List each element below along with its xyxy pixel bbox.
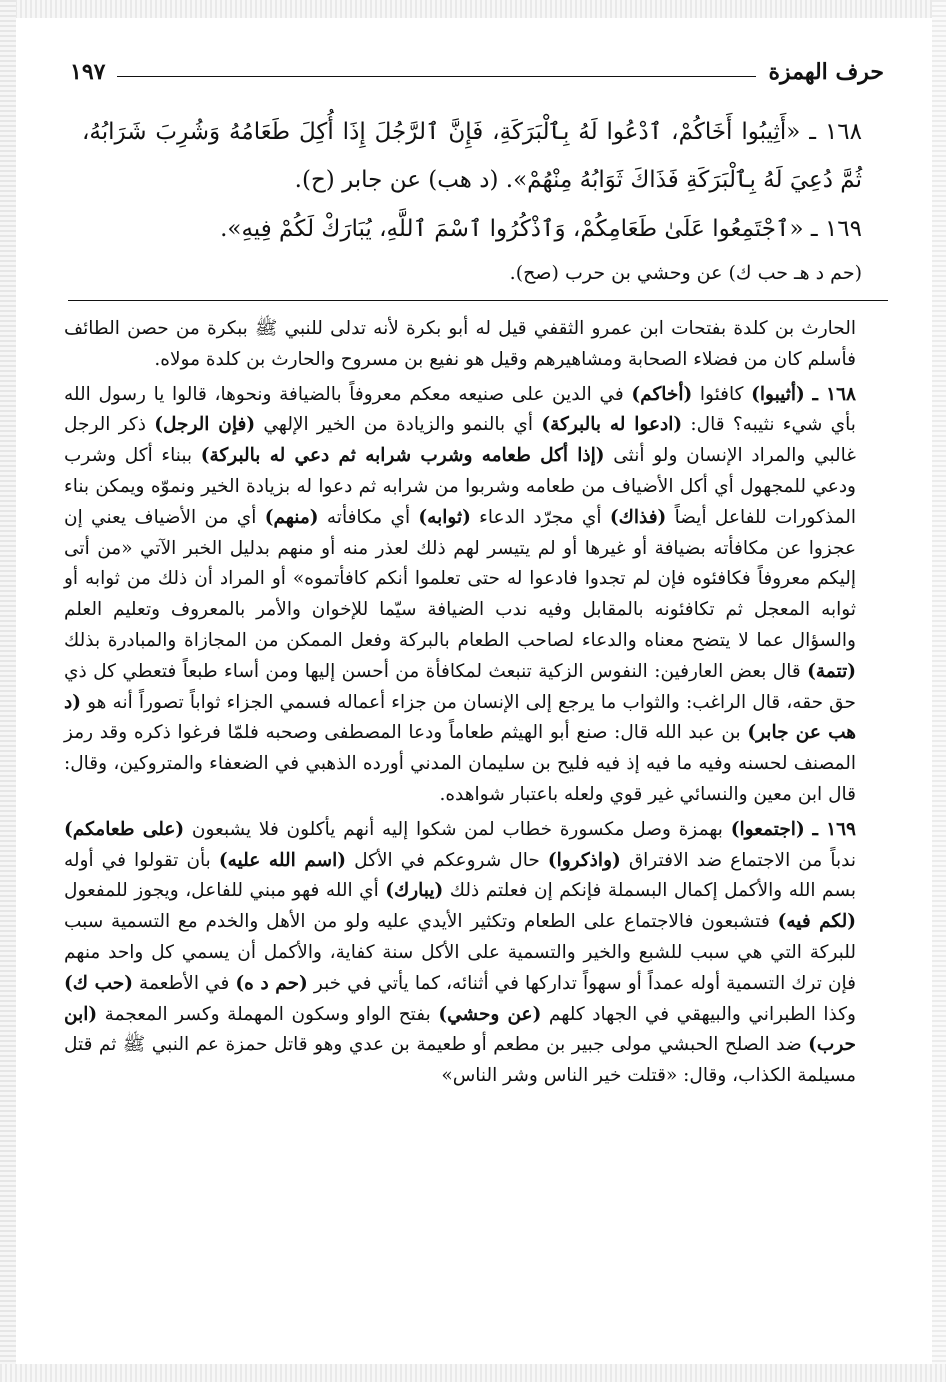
commentary-text: بأن تقولوا في أوله بسم الله والأكمل إكمال البسملة فإنكم إن فعلتم ذلك [64, 849, 856, 902]
keyword: (اسم الله عليه) [218, 849, 347, 871]
commentary-text: فتشبعون فالاجتماع على الطعام وتكثير الأيدي عليه ولو من الأهل والخدم مع التسمية سبب للبركة التي هي سبب للشبع والخير والتسمية على الأكل سنة كفاية، والأكمل أن يسمي كل واحد منهم فإن ترك التسمية أوله عمداً أو سهواً تداركها في أثنائه، كما يأتي في خبر [64, 911, 857, 994]
running-header [70, 52, 884, 92]
page-number: ١٩٧ [70, 59, 106, 85]
keyword: (عن وحشي) [438, 1003, 542, 1025]
commentary-text: أي مجرّد الدعاء [479, 506, 602, 528]
keyword: (لكم فيه) [777, 911, 856, 933]
keyword: (ثوابه) [418, 506, 471, 528]
commentary-text: ببناء أكل وشرب ودعي للمجهول أي أكل الأضياف من طعامه وشربوا من شرابه ثم دعوا له بزيادة الخير ونموّه ويمكن بناء المذكورات للفاعل أيضاً [64, 445, 857, 528]
hadith-text: ١٦٩ ـ «ٱجْتَمِعُوا عَلَىٰ طَعَامِكُمْ، وَٱذْكُرُوا ٱسْمَ ٱللَّهِ، يُبَارَكْ لَكُمْ فِيهِ». [220, 216, 862, 242]
commentary-text: أي بالنمو والزيادة من الخير الإلهي [263, 414, 534, 436]
commentary-text: حال شروعكم في الأكل [354, 849, 540, 871]
commentary-paragraph [64, 314, 856, 376]
keyword: (د هب عن جابر) [64, 691, 857, 744]
scan-edge-left [0, 0, 16, 1382]
scan-edge-bottom [0, 1364, 946, 1382]
commentary-text: قال بعض العارفين: النفوس الزكية تنبعث لمكافأة من أحسن إليها ومن أساء طبعاً فتعطي كل ذي حق حقه، قال الراغب: والثواب ما يرجع إلى الإنسان من جزاء أعماله فسمي الجزاء ثواباً تصوراً أنه هو [64, 660, 856, 713]
keyword: (اجتمعوا) [730, 818, 805, 840]
keyword: (إذا أكل طعامه وشرب شرابه ثم دعي له بالبركة) [200, 445, 605, 467]
commentary-text: في الدين على صنيعه معكم معروفاً بالضيافة ونحوها، قالوا يا رسول الله بأي شيء نثيبه؟ قال: [64, 383, 856, 436]
keyword: (أثيبوا) [751, 383, 805, 405]
commentary-text: ذكر الرجل غالبي والمراد الإنسان ولو أنثى [64, 414, 856, 467]
commentary-text: أي الله فهو مبني للفاعل، ويجوز للمفعول [64, 880, 379, 902]
commentary-text: بهمزة وصل مكسورة خطاب لمن شكوا إليه أنهم يأكلون فلا يشبعون [191, 818, 723, 840]
commentary-text: كافئوا [699, 383, 744, 405]
commentary [64, 314, 856, 1096]
keyword: (يبارك) [385, 880, 444, 902]
keyword: (فإن الرجل) [154, 414, 256, 436]
commentary-text: بن عبد الله قال: صنع أبو الهيثم طعاماً ودعا المصطفى وصحبه فلمّا فرغوا ذكره وقد رمز المصنف لحسنه وفيه ما فيه إذ فيه فليح بن سليمان المدني أورده الذهبي في الضعفاء والمتروكين، وقال: قال ابن معين والنسائي غير قوي ولعله باعتبار شواهده. [64, 722, 856, 805]
commentary-text: ضد الصلح الحبشي مولى جبير بن مطعم أو طعيمة بن عدي وهو قاتل حمزة عم النبي ﷺ ثم قتل مسيلمة الكذاب، وقال: «قتلت خير الناس وشر الناس» [64, 1034, 856, 1087]
keyword: (حم د ه) [235, 972, 308, 994]
commentary-text: بفتح الواو وسكون المهملة وكسر المعجمة [104, 1003, 431, 1025]
commentary-text: أي من الأضياف يعني إن عجزوا عن مكافأته بضيافة أو غيرها أو لم يتيسر لهم ذلك لعذر منه أو منهم بدليل الخبر الآتي «من أتى إليكم معروفاً فكافئوه فإن لم تجدوا فادعوا له حتى تعلموا أنكم كافأتموه» أو المراد أن ذلك من ثوابه أو ثوابه المعجل ثم تكافئونه بالمقابل وفيه ندب الضيافة سيّما للإخوان والأمر بالمعروف وتعليم العلم والسؤال عما لا يتضح معناه والدعاء لصاحب الطعام بالبركة وفعل الممكن من المجازاة والمبادرة بذلك [64, 506, 857, 651]
commentary-text: أي مكافأته [326, 506, 411, 528]
scan-edge-top [0, 0, 946, 18]
header-rule [117, 76, 756, 77]
keyword: (فذاك) [609, 506, 667, 528]
keyword: (على طعامكم) [64, 818, 185, 840]
keyword: (أخاكم) [631, 383, 693, 405]
keyword: (حب ك) [64, 972, 133, 994]
scan-edge-right [932, 0, 946, 1382]
hadith-text: ١٦٨ ـ «أَثِيبُوا أَخَاكُمْ، ٱدْعُوا لَهُ بِٱلْبَرَكَةِ، فَإِنَّ ٱلرَّجُلَ إِذَا أُكِلَ طَعَامُهُ وَشُرِبَ شَرَابُهُ، ثُمَّ دُعِيَ لَهُ بِٱلْبَرَكَةِ فَذَاكَ ثَوَابُهُ مِنْهُمْ». (د هب) عن جابر (ح). [82, 119, 862, 193]
commentary-text: الحارث بن كلدة بفتحات ابن عمرو الثقفي قيل له أبو بكرة لأنه تدلى للنبي ﷺ ببكرة من حصن الطائف فأسلم كان من فضلاء الصحابة ومشاهيرهم وقيل هو نفيع بن مسروح والحارث بن كلدة مولاه. [64, 318, 856, 370]
hadith-168 [82, 108, 862, 204]
keyword: (ادعوا له بالبركة) [541, 414, 683, 436]
keyword: (منهم) [264, 506, 319, 528]
commentary-text: في الأطعمة [139, 972, 230, 994]
keyword: (تتمة) [807, 660, 856, 682]
hadith-source: (حم د هـ حب ك) عن وحشي بن حرب (صح). [509, 262, 862, 284]
keyword: (ابن حرب) [64, 1003, 856, 1056]
commentary-text: ندباً من الاجتماع ضد الافتراق [628, 849, 856, 871]
hadith-169 [82, 205, 862, 293]
commentary-text: وكذا الطبراني والبيهقي في الجهاد كلهم [548, 1003, 856, 1025]
keyword: (واذكروا) [547, 849, 621, 871]
chapter-title: حرف الهمزة [768, 59, 884, 85]
section-divider [68, 300, 888, 301]
entry-number: ١٦٩ ـ [812, 818, 856, 840]
entry-number: ١٦٨ ـ [812, 383, 856, 405]
commentary-paragraph [64, 380, 856, 811]
commentary-paragraph [64, 815, 856, 1092]
